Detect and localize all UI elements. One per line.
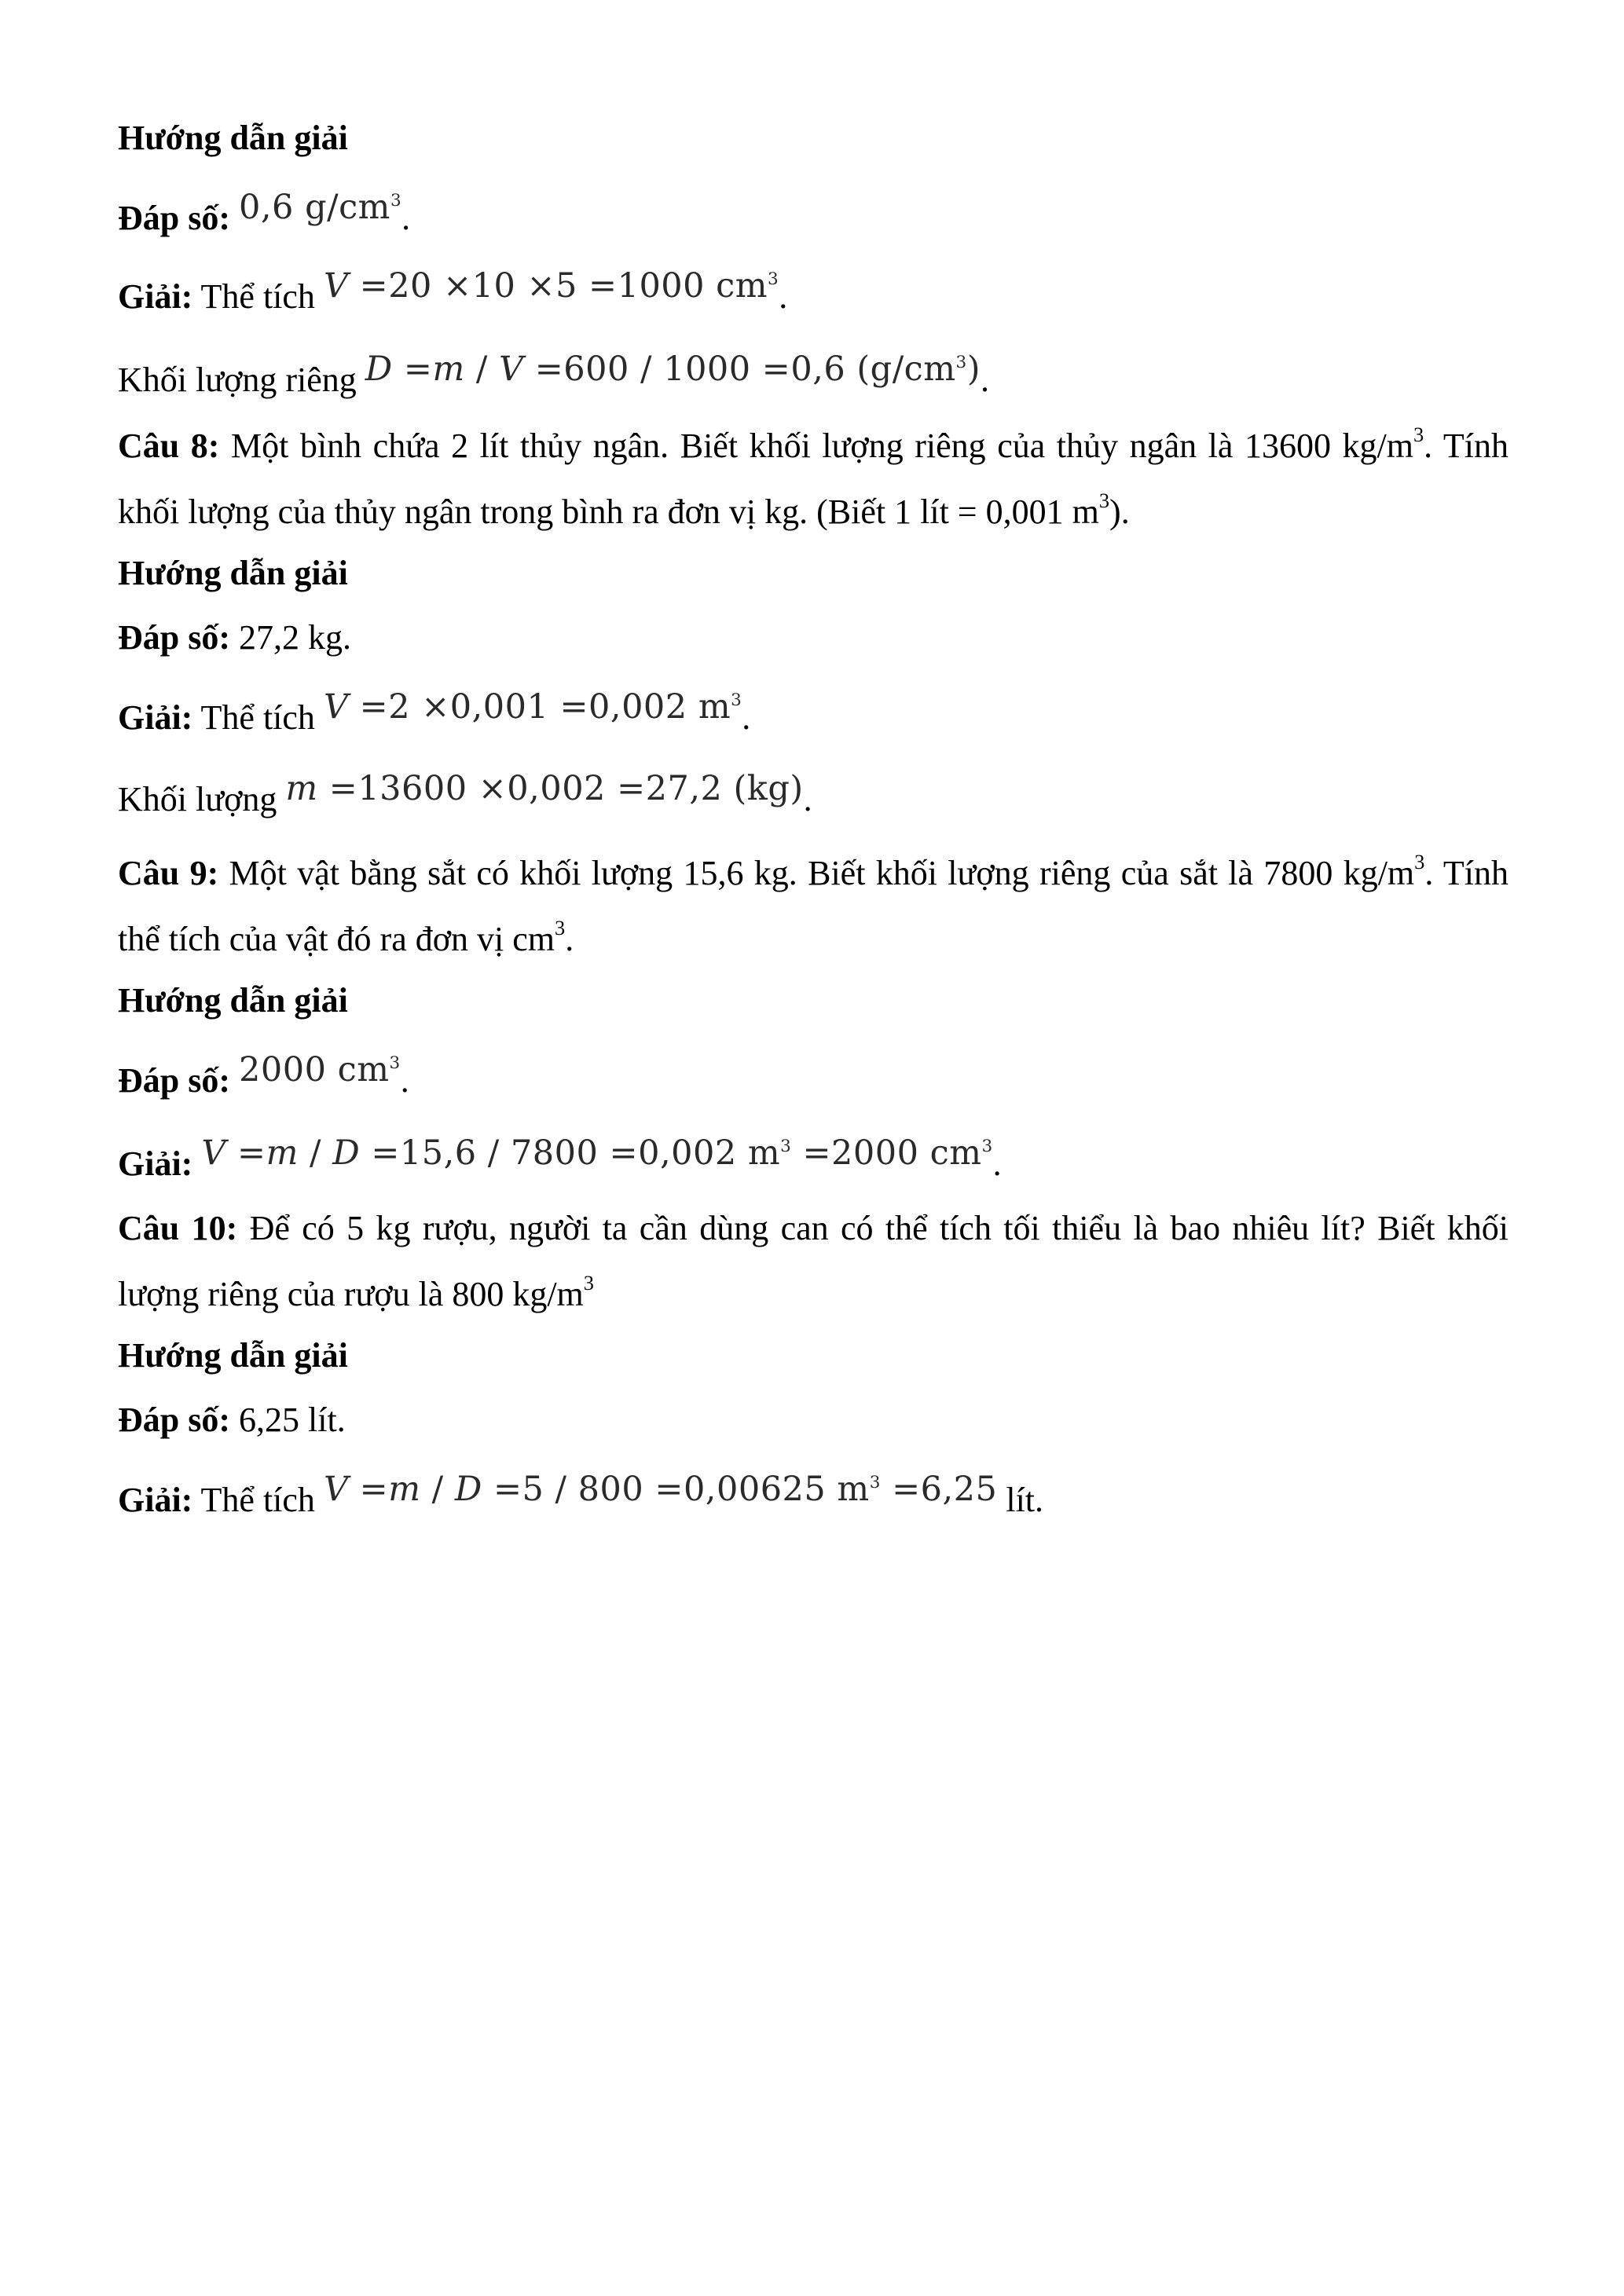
solution-line: Giải: V =m / D =15,6 / 7800 =0,002 $m^3 =2000$ $cm^3$. [118, 1133, 1002, 1183]
volume-formula: V =m / D =15,6 / 7800 =0,002 $m^3 =2000$ $cm^3$ [201, 1133, 993, 1173]
answer-formula: 0,6 $g/cm^3$ [239, 188, 402, 227]
answer-line: Đáp số: 0,6 $g/cm^3$. [118, 188, 411, 237]
guide-heading: Hướng dẫn giải [118, 981, 348, 1020]
question-8: Câu 8: Một bình chứa 2 lít thủy ngân. Biết khối lượng riêng của thủy ngân là 13600 $kg/m^3$. Tính khối lượng của thủy ngân trong bình ra đơn vị kg. (Biết 1 lít = 0,001 $m^3$). [118, 423, 1509, 531]
volume-formula: V =m / D =5 / 800 =0,00625 $m^3 =6,25$ [323, 1470, 998, 1509]
answer-line: Đáp số: 27,2 kg. [118, 618, 352, 657]
volume-formula: V =2 ×0,001 =0,002 $m^3$ [323, 687, 742, 727]
question-10: Câu 10: Để có 5 kg rượu, người ta cần dùng can có thể tích tối thiểu là bao nhiêu lít? Biết khối lượng riêng của rượu là 800 $kg/m^3$ [118, 1209, 1509, 1313]
mass-formula: m =13600 ×0,002 =27,2 (kg) [285, 769, 804, 808]
volume-formula: V =20 ×10 ×5 =1000 $cm^3$ [323, 266, 779, 306]
answer-formula: 2000 $cm^3$ [239, 1050, 401, 1089]
solution-line: Giải: Thể tích V =m / D =5 / 800 =0,00625 $m^3 =6,25$ lít. [118, 1470, 1044, 1519]
solution-line: Giải: Thể tích V =20 ×10 ×5 =1000 $cm^3$. [118, 266, 788, 316]
mass-line: Khối lượng m =13600 ×0,002 =27,2 (kg). [118, 769, 812, 818]
answer-line: Đáp số: 2000 $cm^3$. [118, 1050, 409, 1100]
guide-heading: Hướng dẫn giải [118, 119, 348, 157]
density-formula: D =m / V =600 / 1000 =0,6 $(g/cm^3)$ [365, 350, 981, 389]
guide-heading: Hướng dẫn giải [118, 554, 348, 592]
density-line: Khối lượng riêng D =m / V =600 / 1000 =0,6 $(g/cm^3)$. [118, 350, 990, 399]
guide-heading: Hướng dẫn giải [118, 1336, 348, 1375]
question-9: Câu 9: Một vật bằng sắt có khối lượng 15,6 kg. Biết khối lượng riêng của sắt là 7800 $kg/m^3$. Tính thể tích của vật đó ra đơn vị $cm^3$. [118, 850, 1509, 958]
solution-line: Giải: Thể tích V =2 ×0,001 =0,002 $m^3$. [118, 687, 751, 737]
answer-line: Đáp số: 6,25 lít. [118, 1401, 346, 1439]
